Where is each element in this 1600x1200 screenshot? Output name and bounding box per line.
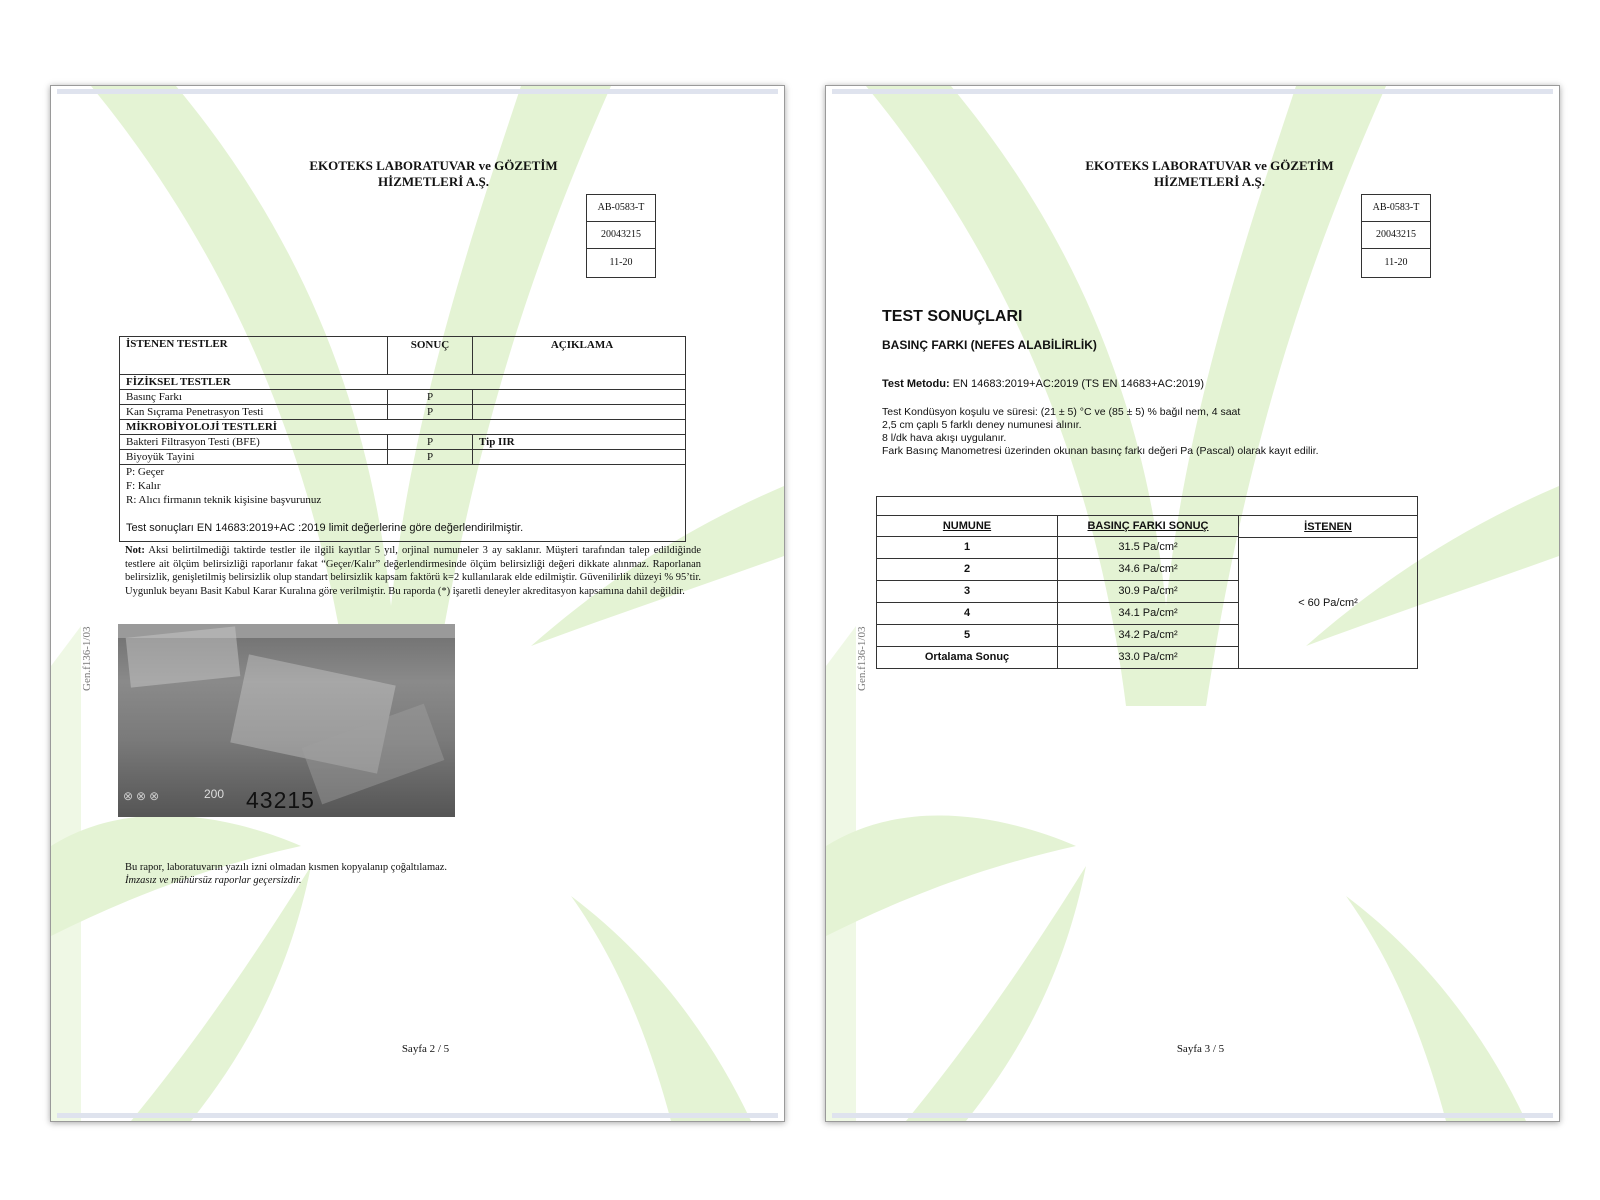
header-sample: NUMUNE bbox=[877, 516, 1057, 537]
header-required: İSTENEN bbox=[1239, 516, 1417, 538]
table-cell: 3 bbox=[877, 581, 1057, 603]
table-header-row bbox=[120, 337, 685, 375]
company-header: EKOTEKS LABORATUVAR ve GÖZETİM HİZMETLERİ A.Ş. bbox=[1085, 158, 1334, 189]
table-row: Kan Sıçrama Penetrasyon Testi P bbox=[120, 405, 685, 420]
table-cell: 33.0 Pa/cm² bbox=[1118, 651, 1178, 663]
table-cell: Ortalama Sonuç bbox=[924, 651, 1010, 663]
table-row: Basınç Farkı P bbox=[120, 390, 685, 405]
test-method: Test Metodu: EN 14683:2019+AC:2019 (TS EN 14683+AC:2019) bbox=[882, 378, 1205, 390]
header-result: SONUÇ bbox=[388, 337, 473, 374]
results-subtitle: BASINÇ FARKI (NEFES ALABİLİRLİK) bbox=[882, 338, 1097, 352]
report-number: 20043215 bbox=[1362, 222, 1430, 249]
test-conditions: Test Kondüsyon koşulu ve süresi: (21 ± 5) °C ve (85 ± 5) % bağıl nem, 4 saat 2,5 cm çaplı 5 farklı deney numunesi alınır. 8 l/dk hava akışı uygulanır. Fark Basınç Manometresi üzerinden okunan basınç farkı değeri Pa (Pascal) olarak kayıt edilir. bbox=[882, 406, 1319, 457]
header-explanation: AÇIKLAMA bbox=[550, 339, 614, 351]
header-tests: İSTENEN TESTLER bbox=[120, 337, 388, 374]
sample-column bbox=[877, 516, 1058, 668]
photo-number-prefix: 200 bbox=[204, 787, 225, 801]
report-number: 20043215 bbox=[587, 222, 655, 249]
revision-date: 11-20 bbox=[1384, 257, 1408, 268]
pressure-results-table bbox=[876, 496, 1418, 669]
result-legend: P: Geçer F: Kalır R: Alıcı firmanın teknik kişisine başvurunuz Test sonuçları EN 14683:2019+AC :2019 limit değerlerine göre değerlendirilmiştir. bbox=[120, 465, 685, 541]
table-cell: 34.2 Pa/cm² bbox=[1058, 625, 1238, 647]
table-cell: 31.5 Pa/cm² bbox=[1058, 537, 1238, 559]
evaluation-text: Test sonuçları EN 14683:2019+AC :2019 limit değerlerine göre değerlendirilmiştir. bbox=[126, 522, 524, 534]
requested-tests-table bbox=[119, 336, 686, 542]
required-column bbox=[1239, 516, 1417, 668]
report-code-box bbox=[1361, 194, 1431, 278]
page-number: Sayfa 3 / 5 bbox=[1176, 1043, 1225, 1055]
results-title: TEST SONUÇLARI bbox=[882, 308, 1023, 325]
table-cell: 1 bbox=[877, 537, 1057, 559]
form-code: Gen.f136-1/03 bbox=[81, 626, 93, 691]
section-physical: FİZİKSEL TESTLER bbox=[120, 375, 685, 390]
accreditation-code: AB-0583-T bbox=[587, 195, 655, 222]
table-row: Biyoyük Tayini P bbox=[120, 450, 685, 465]
result-column bbox=[1058, 516, 1239, 668]
required-value: < 60 Pa/cm² bbox=[1298, 597, 1358, 609]
table-cell: 34.6 Pa/cm² bbox=[1058, 559, 1238, 581]
report-code-box bbox=[586, 194, 656, 278]
table-cell: 4 bbox=[877, 603, 1057, 625]
table-cell: 30.9 Pa/cm² bbox=[1058, 581, 1238, 603]
form-code: Gen.f136-1/03 bbox=[856, 626, 868, 691]
page-number: Sayfa 2 / 5 bbox=[401, 1043, 450, 1055]
report-note: Not: Aksi belirtilmediği taktirde testler ile ilgili kayıtlar 5 yıl, orjinal numuneler 3 ay saklanır. Müşteri tarafından talep edildiğinde testlere ait ölçüm belirsizliği raporlanır fakat “Geçer/Kalır” değerlendirmesinde ölçüm belirsizliği değeri dikkate alınmaz. Raporlanan belirsizlik, genişletilmiş belirsizlik olup standart belirsizlik kapsam faktörü k=2 kullanılarak elde edilmiştir. Güvenilirlik düzeyi % 95’tir. Uygunluk beyanı Basit Kabul Karar Kuralına göre verilmiştir. Bu raporda (*) işaretli deneyler akreditasyon kapsamına dahil değildir. bbox=[125, 545, 701, 597]
table-cell: 5 bbox=[877, 625, 1057, 647]
photo-sample-number: 43215 bbox=[246, 787, 315, 813]
header-result: BASINÇ FARKI SONUÇ bbox=[1058, 516, 1238, 537]
company-header: EKOTEKS LABORATUVAR ve GÖZETİM HİZMETLERİ A.Ş. bbox=[309, 158, 558, 189]
sample-photo bbox=[118, 624, 455, 817]
report-page-2 bbox=[50, 85, 785, 1122]
revision-date: 11-20 bbox=[609, 257, 633, 268]
report-page-3 bbox=[825, 85, 1560, 1122]
table-cell: 34.1 Pa/cm² bbox=[1058, 603, 1238, 625]
table-row: Bakteri Filtrasyon Testi (BFE) P Tip IIR bbox=[120, 435, 685, 450]
accreditation-code: AB-0583-T bbox=[1362, 195, 1430, 222]
disclaimer: Bu rapor, laboratuvarın yazılı izni olmadan kısmen kopyalanıp çoğaltılamaz. İmzasız ve mühürsüz raporlar geçersizdir. bbox=[125, 862, 448, 886]
table-cell: 2 bbox=[877, 559, 1057, 581]
section-microbiology: MİKROBİYOLOJİ TESTLERİ bbox=[120, 420, 685, 435]
pictogram-icons: ⊗ ⊗ ⊗ bbox=[123, 789, 160, 803]
